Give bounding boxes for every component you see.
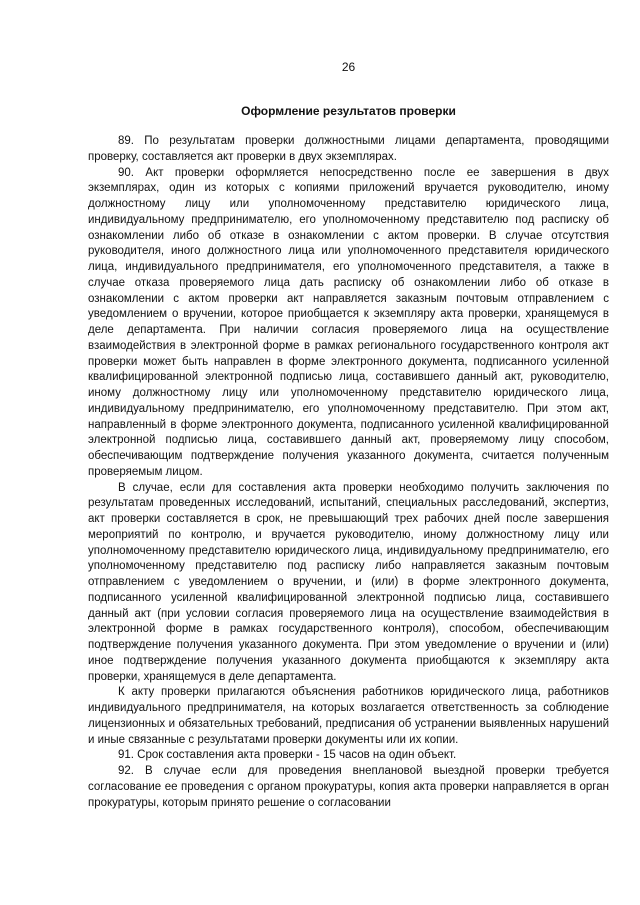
- paragraph-90: 90. Акт проверки оформляется непосредственно после ее завершения в двух экземплярах, один из которых с копиями приложений вручается руководителю, иному должностному лицу или уполномоченному представителю юридического лица, индивидуальному предпринимателю, его уполномоченному представителю под расписку об ознакомлении либо об отказе в ознакомлении с актом проверки. В случае отсутствия руководителя, иного должностного лица или уполномоченного представителя юридического лица, индивидуального предпринимателя, его уполномоченного представителя, а также в случае отказа проверяемого лица дать расписку об ознакомлении либо об отказе в ознакомлении с актом проверки акт направляется заказным почтовым отправлением с уведомлением о вручении, которое приобщается к экземпляру акта проверки, хранящемуся в деле департамента. При наличии согласия проверяемого лица на осуществление взаимодействия в электронной форме в рамках регионального государственного контроля акт проверки может быть направлен в форме электронного документа, подписанного усиленной квалифицированной электронной подписью лица, составившего данный акт, руководителю, иному должностному лицу или уполномоченному представителю юридического лица, индивидуальному предпринимателю, его уполномоченному представителю. При этом акт, направленный в форме электронного документа, подписанного усиленной квалифицированной электронной подписью лица, составившего данный акт, проверяемому лицу способом, обеспечивающим подтверждение получения указанного документа, считается полученным проверяемым лицом.: [88, 166, 609, 478]
- document-body: [88, 134, 609, 811]
- paragraph-91: 91. Срок составления акта проверки - 15 часов на один объект.: [118, 749, 457, 762]
- page-number: 26: [341, 60, 356, 74]
- paragraph-89: 89. По результатам проверки должностными лицами департамента, проводящими проверку, составляется акт проверки в двух экземплярах.: [88, 135, 609, 163]
- paragraph-92: 92. В случае если для проведения внеплановой выездной проверки требуется согласование ее проведения с органом прокуратуры, копия акта проверки направляется в орган прокуратуры, которым принято решение о согласовании: [88, 765, 609, 809]
- paragraph-90-attachments: К акту проверки прилагаются объяснения работников юридического лица, работников индивидуального предпринимателя, на которых возлагается ответственность за соблюдение лицензионных и обязательных требований, предписания об устранении выявленных нарушений и иные связанные с результатами проверки документы или их копии.: [88, 686, 609, 746]
- section-title: Оформление результатов проверки: [241, 104, 456, 118]
- paragraph-90-conclusions: В случае, если для составления акта проверки необходимо получить заключения по результатам проведенных исследований, испытаний, специальных расследований, экспертиз, акт проверки составляется в срок, не превышающий трех рабочих дней после завершения мероприятий по контролю, и вручается руководителю, иному должностному лицу или уполномоченному представителю юридического лица, индивидуальному предпринимателю, его уполномоченному представителю под расписку либо направляется заказным почтовым отправлением с уведомлением о вручении, и (или) в форме электронного документа, подписанного усиленной квалифицированной электронной подписью лица, составившего данный акт (при условии согласия проверяемого лица на осуществление взаимодействия в электронной форме в рамках государственного контроля), способом, обеспечивающим подтверждение получения указанного документа. При этом уведомление о вручении и (или) иное подтверждение получения указанного документа приобщаются к экземпляру акта проверки, хранящемуся в деле департамента.: [88, 481, 609, 683]
